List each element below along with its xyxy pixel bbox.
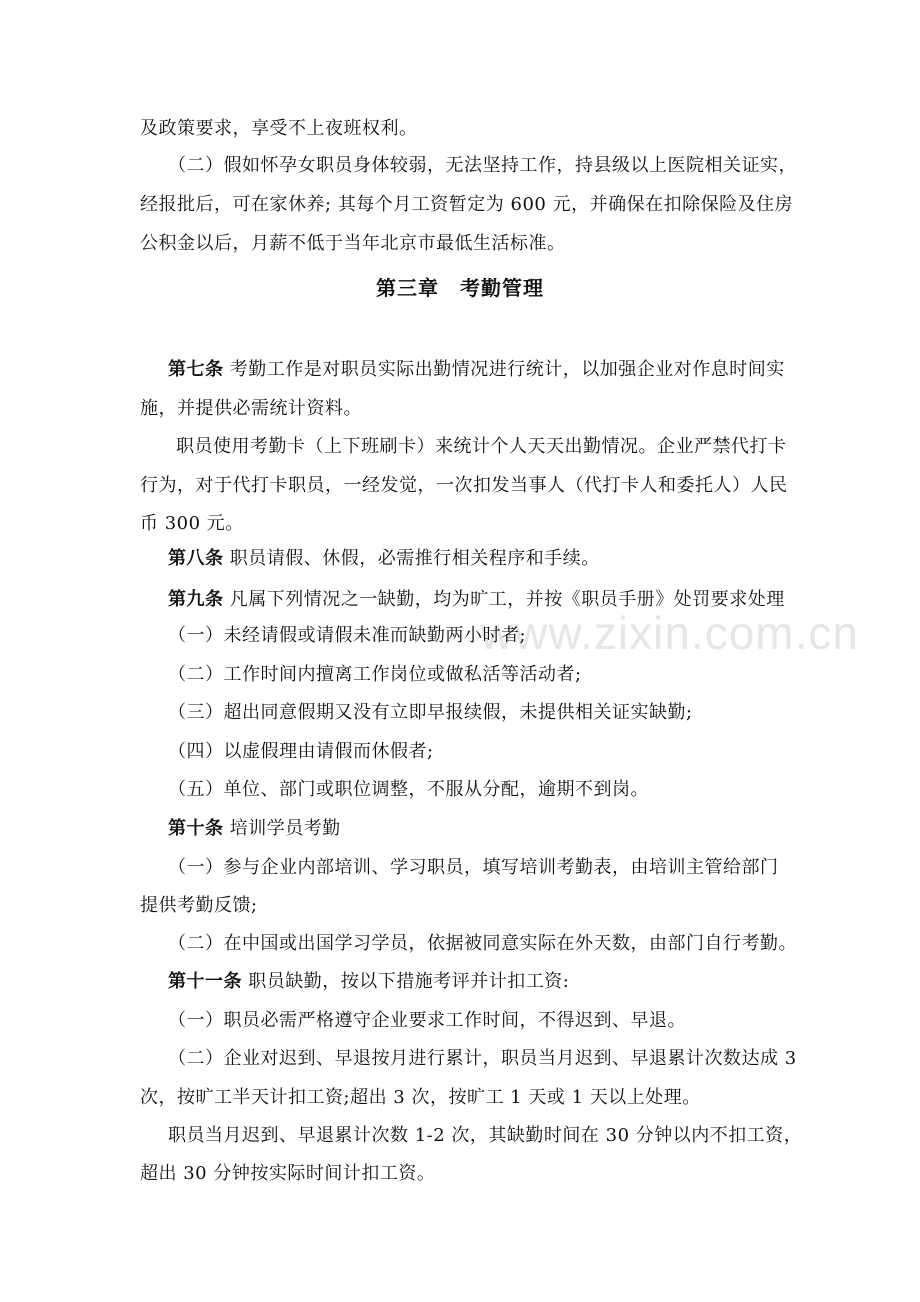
paragraph-line: 职员当月迟到、早退累计次数 1-2 次，其缺勤时间在 30 分钟以内不扣工资，: [168, 1125, 803, 1146]
list-item: （四）以虚假理由请假而休假者;: [168, 741, 434, 762]
article-text: 考勤工作是对职员实际出勤情况进行统计，以加强企业对作息时间实: [223, 359, 785, 380]
article-10: [168, 817, 341, 841]
paragraph-line: 次，按旷工半天计扣工资;超出 3 次，按旷工 1 天或 1 天以上处理。: [140, 1087, 701, 1108]
paragraph-line: （二）假如怀孕女职员身体较弱，无法坚持工作，持县级以上医院相关证实，: [168, 155, 797, 176]
list-item: （二）在中国或出国学习学员，依据被同意实际在外天数，由部门自行考勤。: [168, 933, 797, 954]
article-label: 第十条: [168, 818, 224, 839]
article-label: 第九条: [168, 589, 224, 610]
list-item: （二）工作时间内擅离工作岗位或做私活等活动者;: [168, 664, 582, 685]
list-item: （一）职员必需严格遵守企业要求工作时间，不得迟到、早退。: [168, 1010, 686, 1031]
paragraph-line: 行为，对于代打卡职员，一经发觉，一次扣发当事人（代打卡人和委托人）人民: [140, 475, 788, 496]
paragraph-line: 超出 30 分钟按实际时间计扣工资。: [140, 1163, 436, 1184]
article-8: [168, 547, 600, 571]
paragraph-line: 提供考勤反馈;: [140, 895, 258, 916]
paragraph-line: 经报批后，可在家休养; 其每个月工资暂定为 600 元，并确保在扣除保险及住房: [140, 194, 794, 215]
article-7: [168, 358, 785, 382]
article-text: 凡属下列情况之一缺勤，均为旷工，并按《职员手册》处罚要求处理: [223, 589, 785, 610]
list-item: （三）超出同意假期又没有立即早报续假，未提供相关证实缺勤;: [168, 702, 693, 723]
article-label: 第八条: [168, 548, 224, 569]
article-text: 职员缺勤，按以下措施考评并计扣工资:: [242, 971, 570, 992]
paragraph-line: 币 300 元。: [140, 513, 244, 534]
article-label: 第十一条: [168, 971, 242, 992]
paragraph-line: 公积金以后，月薪不低于当年北京市最低生活标准。: [140, 233, 566, 254]
list-item: （一）参与企业内部培训、学习职员，填写培训考勤表，由培训主管给部门: [168, 857, 779, 878]
list-item: （五）单位、部门或职位调整，不服从分配，逾期不到岗。: [168, 779, 649, 800]
watermark-text: www.zixin.com.cn: [480, 607, 859, 659]
paragraph-line: 及政策要求，享受不上夜班权利。: [140, 118, 418, 139]
list-item: （二）企业对迟到、早退按月进行累计，职员当月迟到、早退累计次数达成 3: [168, 1048, 797, 1069]
article-11: [168, 970, 569, 994]
article-label: 第七条: [168, 359, 224, 380]
chapter-heading: 第三章 考勤管理: [376, 276, 544, 300]
list-item: （一）未经请假或请假未准而缺勤两小时者;: [168, 625, 527, 646]
article-9: [168, 588, 785, 612]
article-text: 职员请假、休假，必需推行相关程序和手续。: [223, 548, 600, 569]
paragraph-line: 施，并提供必需统计资料。: [140, 398, 362, 419]
article-text: 培训学员考勤: [223, 818, 341, 839]
paragraph-line: 职员使用考勤卡（上下班刷卡）来统计个人天天出勤情况。企业严禁代打卡: [176, 436, 787, 457]
